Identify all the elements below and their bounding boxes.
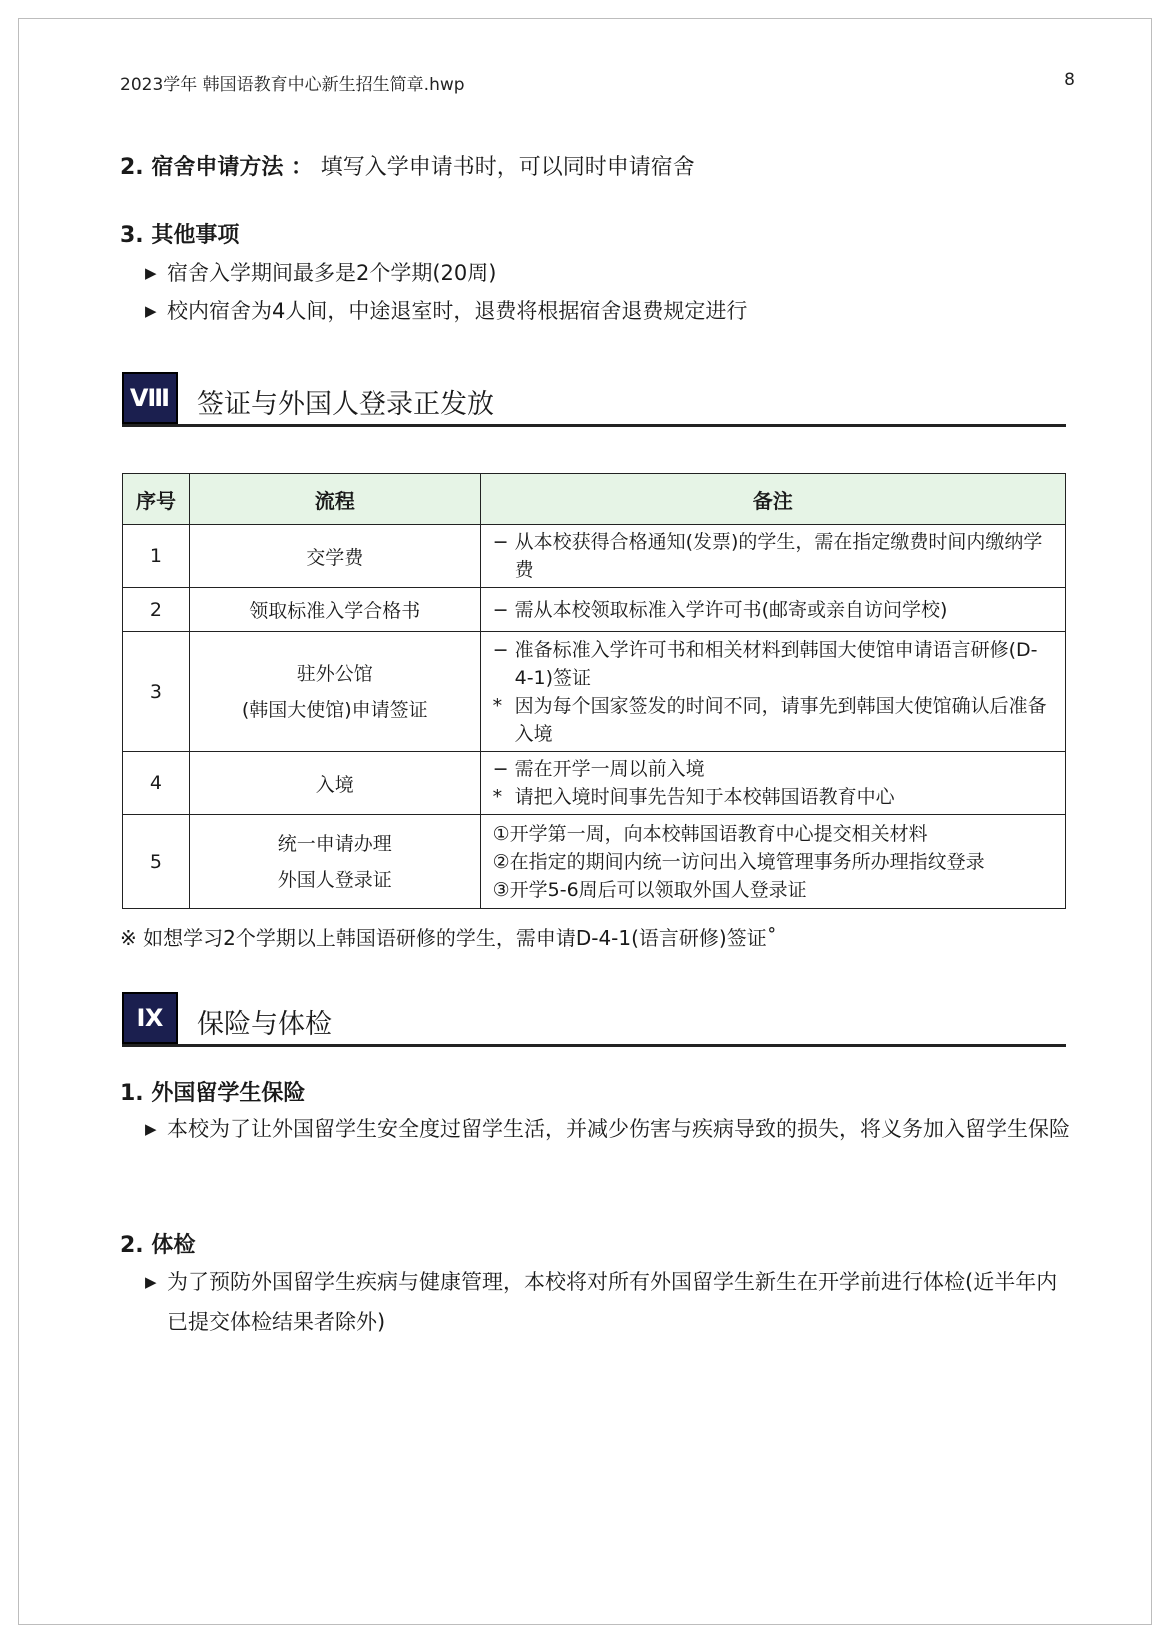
page-header — [120, 70, 1075, 94]
table-row — [123, 525, 1066, 588]
row-process: 交学费 — [189, 525, 480, 588]
row-notes: − 需在开学一周以前入境 * 请把入境时间事先告知于本校韩国语教育中心 — [480, 752, 1065, 815]
triangle-bullet-icon: ▶ — [145, 264, 157, 282]
item-other-matters — [120, 218, 239, 249]
row-notes: ①开学第一周，向本校韩国语教育中心提交相关材料 ②在指定的期间内统一访问出入境管理事务所办理指纹登录 ③开学5-6周后可以领取外国人登录证 — [480, 815, 1065, 909]
visa-process-table — [122, 473, 1066, 909]
item-title: 外国留学生保险 — [151, 1081, 306, 1106]
item-number: 2. — [120, 155, 144, 180]
item-desc: 填写入学申请书时，可以同时申请宿舍 — [320, 155, 695, 180]
row-process: 统一申请办理 外国人登录证 — [189, 815, 480, 909]
section-number-badge: Ⅷ — [122, 372, 178, 424]
row-no: 1 — [123, 525, 190, 588]
row-no: 3 — [123, 632, 190, 752]
bullet-item — [145, 1109, 1075, 1149]
item-dorm-application — [120, 150, 695, 181]
bullet-text: 宿舍入学期间最多是2个学期(20周) — [167, 261, 497, 285]
table-row — [123, 632, 1066, 752]
bullet-item — [145, 257, 496, 287]
bullet-item — [145, 295, 747, 325]
item-title: 其他事项 — [151, 223, 240, 248]
table-row — [123, 752, 1066, 815]
table-row — [123, 588, 1066, 632]
page-number: 8 — [1064, 70, 1075, 90]
row-notes: − 需从本校领取标准入学许可书(邮寄或亲自访问学校) — [480, 588, 1065, 632]
header-filename: 2023学年 韩国语教育中心新生招生简章.hwp — [120, 75, 465, 95]
header-cell-process: 流程 — [189, 474, 480, 525]
item-number: 1. — [120, 1081, 144, 1106]
row-notes: − 准备标准入学许可书和相关材料到韩国大使馆申请语言研修(D-4-1)签证 * 因为每个国家签发的时间不同，请事先到韩国大使馆确认后准备入境 — [480, 632, 1065, 752]
section-heading-visa — [122, 372, 1066, 427]
bullet-item — [145, 1262, 1075, 1342]
triangle-bullet-icon: ▶ — [145, 1273, 157, 1291]
item-title: 宿舍申请方法 ： — [151, 155, 314, 180]
section-title: 签证与外国人登录正发放 — [197, 389, 494, 420]
triangle-bullet-icon: ▶ — [145, 1120, 157, 1138]
item-health-check — [120, 1228, 195, 1259]
bullet-text: 本校为了让外国留学生安全度过留学生活，并减少伤害与疾病导致的损失，将义务加入留学生保险 — [167, 1117, 1070, 1141]
row-process: 驻外公馆 (韩国大使馆)申请签证 — [189, 632, 480, 752]
visa-footnote: ※ 如想学习2个学期以上韩国语研修的学生，需申请D-4-1(语言研修)签证˚ — [120, 926, 777, 950]
triangle-bullet-icon: ▶ — [145, 302, 157, 320]
table-header-row — [123, 474, 1066, 525]
section-heading-insurance — [122, 992, 1066, 1047]
row-process: 领取标准入学合格书 — [189, 588, 480, 632]
row-notes: − 从本校获得合格通知(发票)的学生，需在指定缴费时间内缴纳学费 — [480, 525, 1065, 588]
item-number: 2. — [120, 1233, 144, 1258]
row-no: 4 — [123, 752, 190, 815]
row-no: 2 — [123, 588, 190, 632]
section-number-badge: Ⅸ — [122, 992, 178, 1044]
header-cell-no: 序号 — [123, 474, 190, 525]
bullet-text: 为了预防外国留学生疾病与健康管理，本校将对所有外国留学生新生在开学前进行体检(近半年内已提交体检结果者除外) — [167, 1270, 1058, 1334]
row-no: 5 — [123, 815, 190, 909]
table-row — [123, 815, 1066, 909]
item-title: 体检 — [151, 1233, 196, 1258]
row-process: 入境 — [189, 752, 480, 815]
bullet-text: 校内宿舍为4人间，中途退室时，退费将根据宿舍退费规定进行 — [167, 299, 748, 323]
header-cell-notes: 备注 — [480, 474, 1065, 525]
item-number: 3. — [120, 223, 144, 248]
item-insurance — [120, 1076, 305, 1107]
section-title: 保险与体检 — [197, 1009, 332, 1040]
